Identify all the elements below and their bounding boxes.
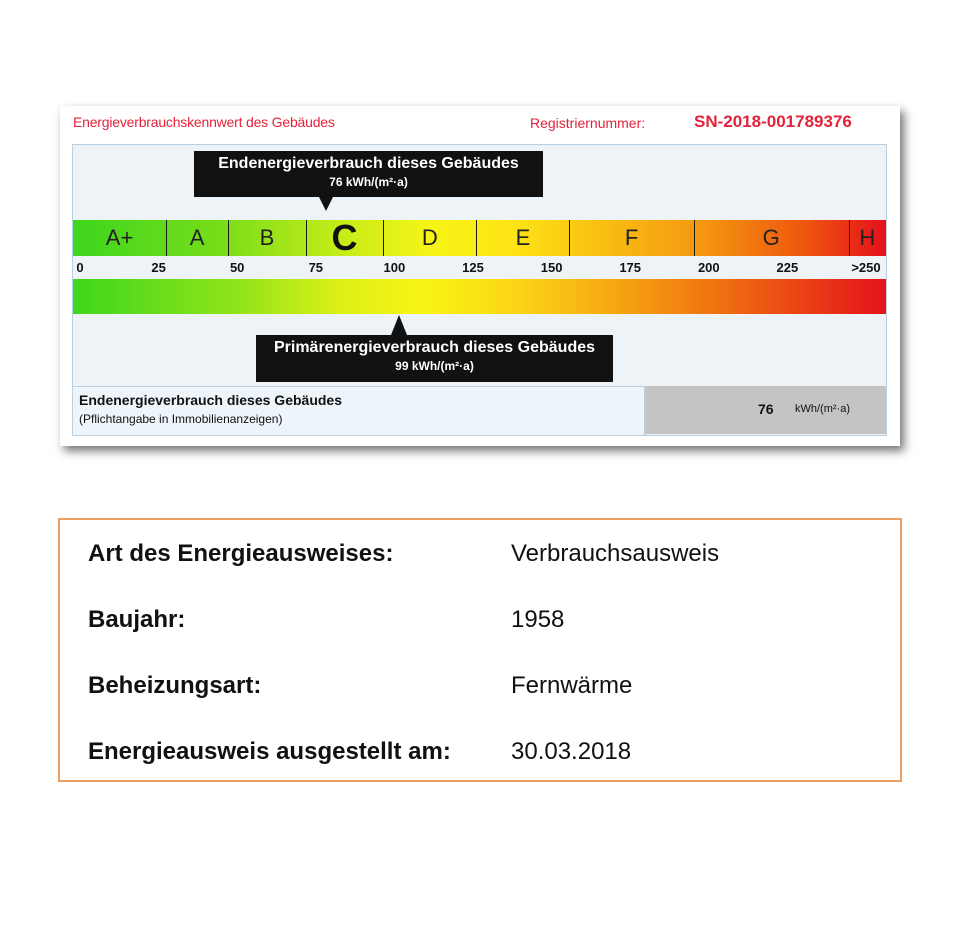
energy-label-card (60, 106, 900, 446)
class-b: B (259, 225, 275, 250)
scale-tick-label: 125 (462, 260, 484, 275)
class-g: G (762, 225, 780, 250)
scale-tick-label: 50 (229, 260, 245, 275)
scale-tick-label: 25 (151, 260, 166, 275)
primary-energy-callout-value: 99 kWh/(m²·a) (395, 359, 474, 373)
end-energy-summary-note: (Pflichtangabe in Immobilienanzeigen) (79, 412, 283, 426)
class-divider (166, 220, 167, 256)
class-a-plus: A+ (105, 225, 134, 250)
primary-energy-gradient-bar (73, 279, 886, 314)
detail-value: Fernwärme (511, 672, 633, 699)
scale-tick-label: 75 (308, 260, 324, 275)
end-energy-callout-value: 76 kWh/(m²·a) (329, 175, 408, 189)
detail-value: Verbrauchsausweis (511, 540, 720, 567)
primary-energy-callout (256, 335, 613, 382)
class-divider (383, 220, 384, 256)
end-energy-summary-value-box (646, 386, 886, 434)
energy-label-title: Energieverbrauchskennwert des Gebäudes (73, 114, 335, 130)
class-h: H (859, 225, 876, 250)
class-divider (849, 220, 850, 256)
class-c: C (331, 217, 358, 258)
efficiency-class-scale (73, 217, 886, 258)
detail-value: 1958 (511, 606, 565, 633)
class-d: D (421, 225, 438, 250)
detail-label: Beheizungsart: (88, 672, 262, 699)
detail-label: Baujahr: (88, 606, 186, 633)
end-energy-callout (194, 151, 543, 197)
primary-energy-callout-title: Primärenergieverbrauch dieses Gebäudes (273, 339, 596, 356)
scale-tick-label: 200 (697, 260, 720, 275)
detail-label: Energieausweis ausgestellt am: (88, 738, 451, 765)
class-divider (476, 220, 477, 256)
detail-value: 30.03.2018 (511, 738, 632, 765)
detail-label: Art des Energieausweises: (88, 540, 394, 567)
class-divider (694, 220, 695, 256)
class-divider (306, 220, 307, 256)
certificate-details-box (58, 518, 902, 782)
scale-tick-label: 150 (540, 260, 563, 275)
class-divider (228, 220, 229, 256)
end-energy-summary (73, 386, 646, 435)
registration-number: SN-2018-001789376 (694, 112, 852, 131)
end-energy-summary-value: 76 (758, 401, 774, 417)
scale-tick-label: >250 (851, 260, 881, 275)
end-energy-summary-unit: kWh/(m²·a) (795, 403, 850, 415)
energy-scale-panel (72, 144, 887, 436)
scale-tick-label: 100 (383, 260, 406, 275)
class-f: F (624, 225, 639, 250)
scale-tick-label: 0 (76, 260, 84, 275)
class-divider (569, 220, 570, 256)
class-a: A (189, 225, 205, 250)
end-energy-summary-title: Endenergieverbrauch dieses Gebäudes (79, 392, 342, 408)
registration-label: Registriernummer: (530, 115, 646, 131)
class-e: E (515, 225, 531, 250)
end-energy-callout-title: Endenergieverbrauch dieses Gebäudes (218, 155, 519, 172)
scale-tick-label: 175 (619, 260, 642, 275)
scale-tick-label: 225 (776, 260, 799, 275)
